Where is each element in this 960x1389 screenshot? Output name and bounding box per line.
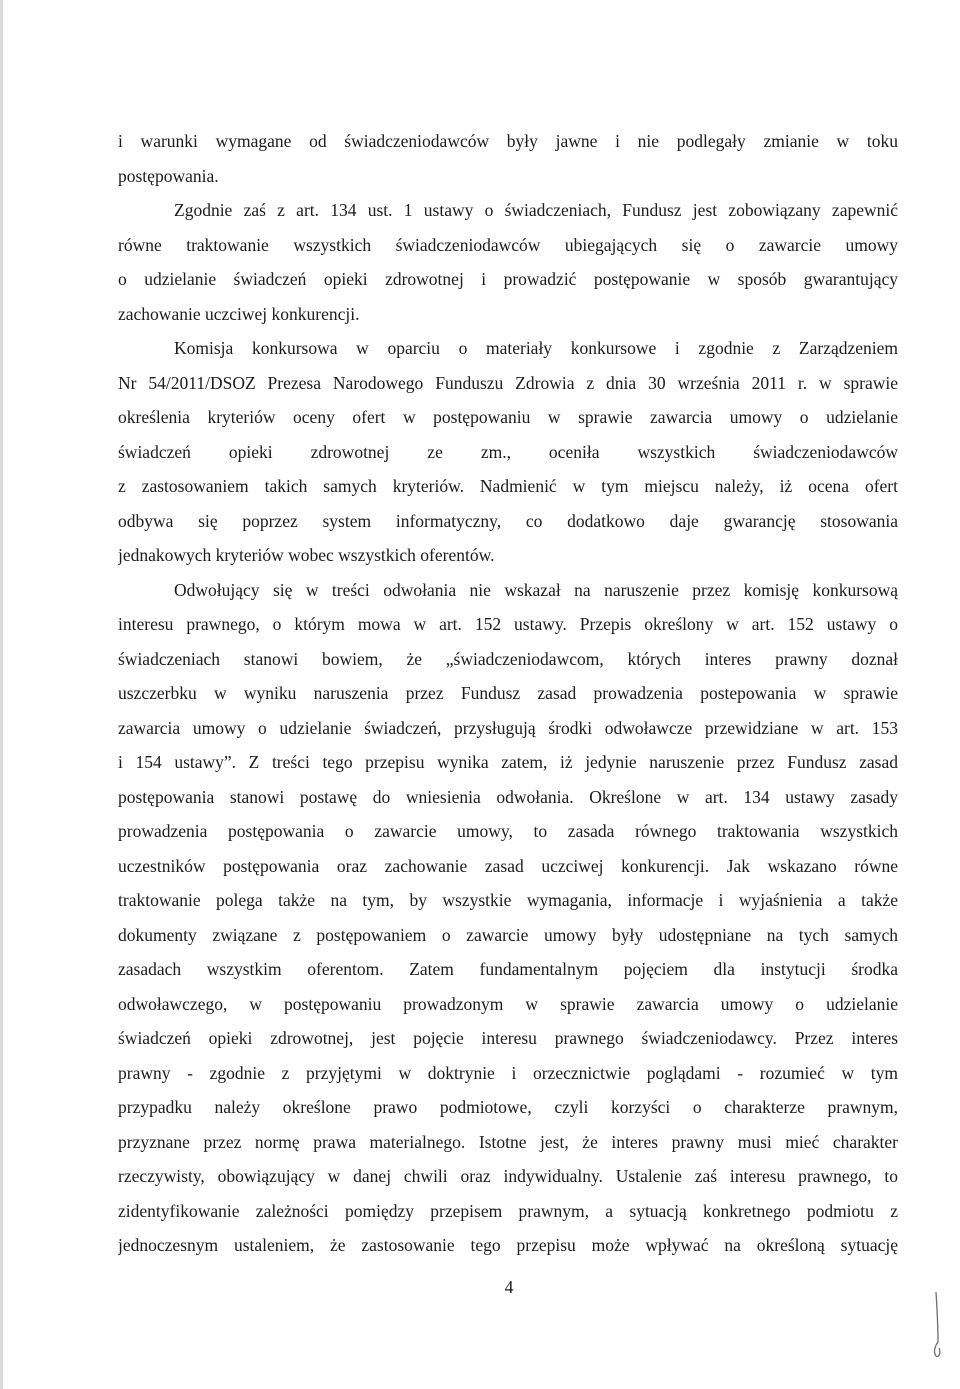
text-line: dokumenty związane z postępowaniem o zawarcie umowy były udostępniane na tych samych	[118, 924, 898, 945]
text-line: jednoczesnym ustaleniem, że zastosowanie tego przepisu może wpływać na określoną sytuację	[118, 1235, 898, 1255]
text-line: zasadach wszystkim oferentom. Zatem fundamentalnym pojęciem dla instytucji środka	[118, 959, 898, 979]
text-line: prowadzenia postępowania o zawarcie umowy, to zasada równego traktowania wszystkich	[118, 821, 898, 841]
text-line: traktowanie polega także na tym, by wszystkie wymagania, informacje i wyjaśnienia a także	[118, 890, 898, 910]
text-line: zachowanie uczciwej konkurencji.	[118, 303, 360, 324]
text-line: i warunki wymagane od świadczeniodawców były jawne i nie podlegały zmianie w toku	[118, 131, 898, 151]
text-line: przypadku należy określone prawo podmiotowe, czyli korzyści o charakterze prawnym,	[118, 1097, 898, 1117]
text-line: określenia kryteriów oceny ofert w postępowaniu w sprawie zawarcia umowy o udzielanie	[118, 407, 898, 427]
text-line: zidentyfikowanie zależności pomiędzy przepisem prawnym, a sytuacją konkretnego podmiotu z	[118, 1200, 898, 1221]
scan-left-edge	[0, 0, 3, 1389]
text-line: uczestników postępowania oraz zachowanie zasad uczciwej konkurencji. Jak wskazano równe	[118, 855, 898, 876]
text-line: równe traktowanie wszystkich świadczeniodawców ubiegających się o zawarcie umowy	[118, 234, 898, 255]
text-line: świadczeniach stanowi bowiem, że „świadczeniodawcom, których interes prawny doznał	[118, 648, 898, 669]
text-line: z zastosowaniem takich samych kryteriów. Nadmienić w tym miejscu należy, iż ocena ofert	[118, 476, 898, 496]
text-line: postępowania stanowi postawę do wniesienia odwołania. Określone w art. 134 ustawy zasady	[118, 786, 898, 807]
page-number: 4	[504, 1277, 514, 1297]
text-line: prawny - zgodnie z przyjętymi w doktrynie i orzecznictwie poglądami - rozumieć w tym	[118, 1062, 898, 1083]
text-line: świadczeń opieki zdrowotnej, jest pojęcie interesu prawnego świadczeniodawcy. Przez interes	[118, 1028, 898, 1048]
text-line: zawarcia umowy o udzielanie świadczeń, przysługują środki odwoławcze przewidziane w art. 153	[118, 717, 898, 738]
text-line: o udzielanie świadczeń opieki zdrowotnej i prowadzić postępowanie w sposób gwarantujący	[118, 269, 898, 289]
text-line: rzeczywisty, obowiązujący w danej chwili oraz indywidualny. Ustalenie zaś interesu prawnego, to	[118, 1166, 898, 1186]
paragraph-first-line: Zgodnie zaś z art. 134 ust. 1 ustawy o świadczeniach, Fundusz jest zobowiązany zapewnić	[174, 200, 898, 220]
text-line: postępowania.	[118, 165, 219, 186]
text-line: jednakowych kryteriów wobec wszystkich oferentów.	[118, 545, 495, 565]
text-line: świadczeń opieki zdrowotnej ze zm., oceniła wszystkich świadczeniodawców	[118, 441, 898, 462]
text-line: przyznane przez normę prawa materialnego. Istotne jest, że interes prawny musi mieć charakter	[118, 1131, 898, 1152]
paragraph-first-line: Odwołujący się w treści odwołania nie wskazał na naruszenie przez komisję konkursową	[174, 579, 898, 600]
handwritten-mark	[926, 1290, 946, 1360]
text-line: interesu prawnego, o którym mowa w art. 152 ustawy. Przepis określony w art. 152 ustawy o	[118, 614, 898, 634]
text-line: i 154 ustawy”. Z treści tego przepisu wynika zatem, iż jedynie naruszenie przez Fundusz zasad	[118, 752, 898, 772]
text-line: Nr 54/2011/DSOZ Prezesa Narodowego Funduszu Zdrowia z dnia 30 września 2011 r. w sprawie	[118, 372, 898, 393]
text-line: odwoławczego, w postępowaniu prowadzonym w sprawie zawarcia umowy o udzielanie	[118, 993, 898, 1014]
document-body	[118, 124, 898, 1263]
text-line: odbywa się poprzez system informatyczny, co dodatkowo daje gwarancję stosowania	[118, 510, 898, 531]
text-line: uszczerbku w wyniku naruszenia przez Fundusz zasad prowadzenia postepowania w sprawie	[118, 683, 898, 703]
paragraph-first-line: Komisja konkursowa w oparciu o materiały konkursowe i zgodnie z Zarządzeniem	[174, 338, 898, 358]
